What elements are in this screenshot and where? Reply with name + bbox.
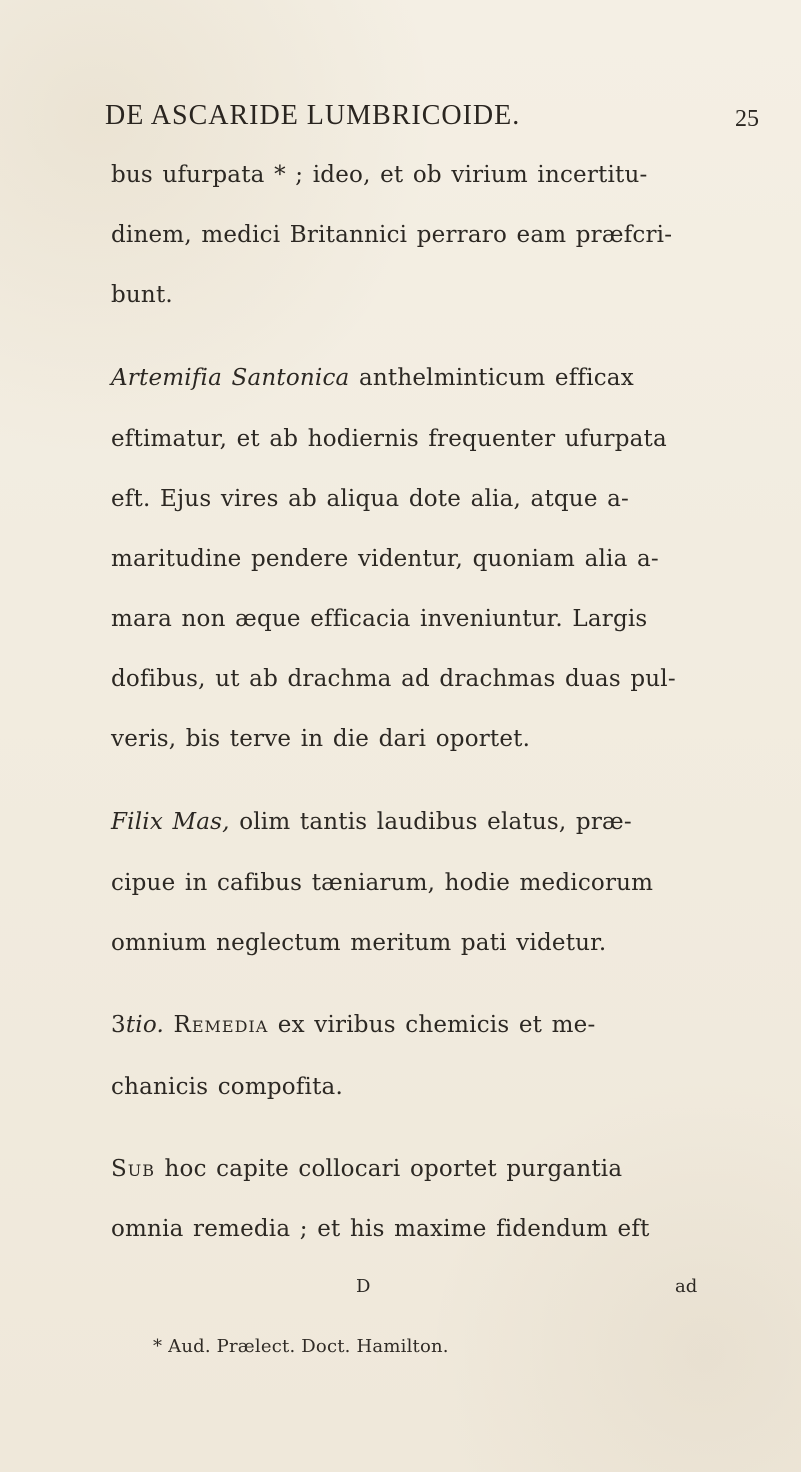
- paragraph-5-line-1-text: hoc capite collocari oportet purgantia: [155, 1156, 623, 1182]
- paragraph-2-line-7: veris, bis terve in die dari oportet.: [111, 726, 531, 752]
- paragraph-3-line-1-text: olim tantis laudibus elatus, præ-: [229, 809, 632, 835]
- small-caps-lead: Sub: [111, 1156, 155, 1182]
- paragraph-3-line-1: [111, 811, 632, 834]
- running-header: DE ASCARIDE LUMBRICOIDE.: [105, 100, 521, 131]
- signature-mark: D: [356, 1276, 371, 1297]
- paragraph-4-line-1: [111, 1014, 595, 1037]
- paragraph-1-line-3: bunt.: [111, 282, 173, 308]
- paragraph-4-line-1-text: ex viribus chemicis et me-: [268, 1012, 596, 1038]
- paragraph-5-line-2: omnia remedia ; et his maxime fidendum eft: [111, 1216, 650, 1242]
- paragraph-2-line-4: maritudine pendere videntur, quoniam alia a-: [111, 546, 659, 572]
- paragraph-5-line-1: [111, 1158, 622, 1181]
- paragraph-2-line-1: [111, 367, 634, 390]
- footnote-text: Aud. Prælect. Doct. Hamilton.: [168, 1336, 449, 1357]
- paragraph-2-line-5: mara non æque efficacia inveniuntur. Largis: [111, 606, 648, 632]
- section-heading: Remedia: [173, 1012, 269, 1038]
- catchword: ad: [675, 1276, 698, 1297]
- page-number: 25: [735, 106, 759, 132]
- species-name: Artemifia Santonica: [111, 365, 350, 391]
- section-number: 3: [111, 1012, 126, 1038]
- paragraph-4-line-2: chanicis compofita.: [111, 1074, 343, 1100]
- paragraph-1-line-1: bus ufurpata * ; ideo, et ob virium incertitu-: [111, 162, 648, 188]
- plant-name: Filix Mas,: [111, 809, 230, 835]
- footnote: [153, 1338, 449, 1356]
- paragraph-2-line-6: dofibus, ut ab drachma ad drachmas duas pul-: [111, 666, 676, 692]
- paragraph-2-line-1-text: anthelminticum efficax: [349, 365, 634, 391]
- section-ordinal-suffix: tio.: [125, 1012, 164, 1038]
- footnote-marker: *: [153, 1336, 163, 1357]
- paragraph-2-line-2: eftimatur, et ab hodiernis frequenter ufurpata: [111, 426, 667, 452]
- paragraph-3-line-3: omnium neglectum meritum pati videtur.: [111, 930, 607, 956]
- paragraph-1-line-2: dinem, medici Britannici perraro eam præfcri-: [111, 222, 673, 248]
- paragraph-2-line-3: eft. Ejus vires ab aliqua dote alia, atque a-: [111, 486, 630, 512]
- paragraph-3-line-2: cipue in cafibus tæniarum, hodie medicorum: [111, 870, 654, 896]
